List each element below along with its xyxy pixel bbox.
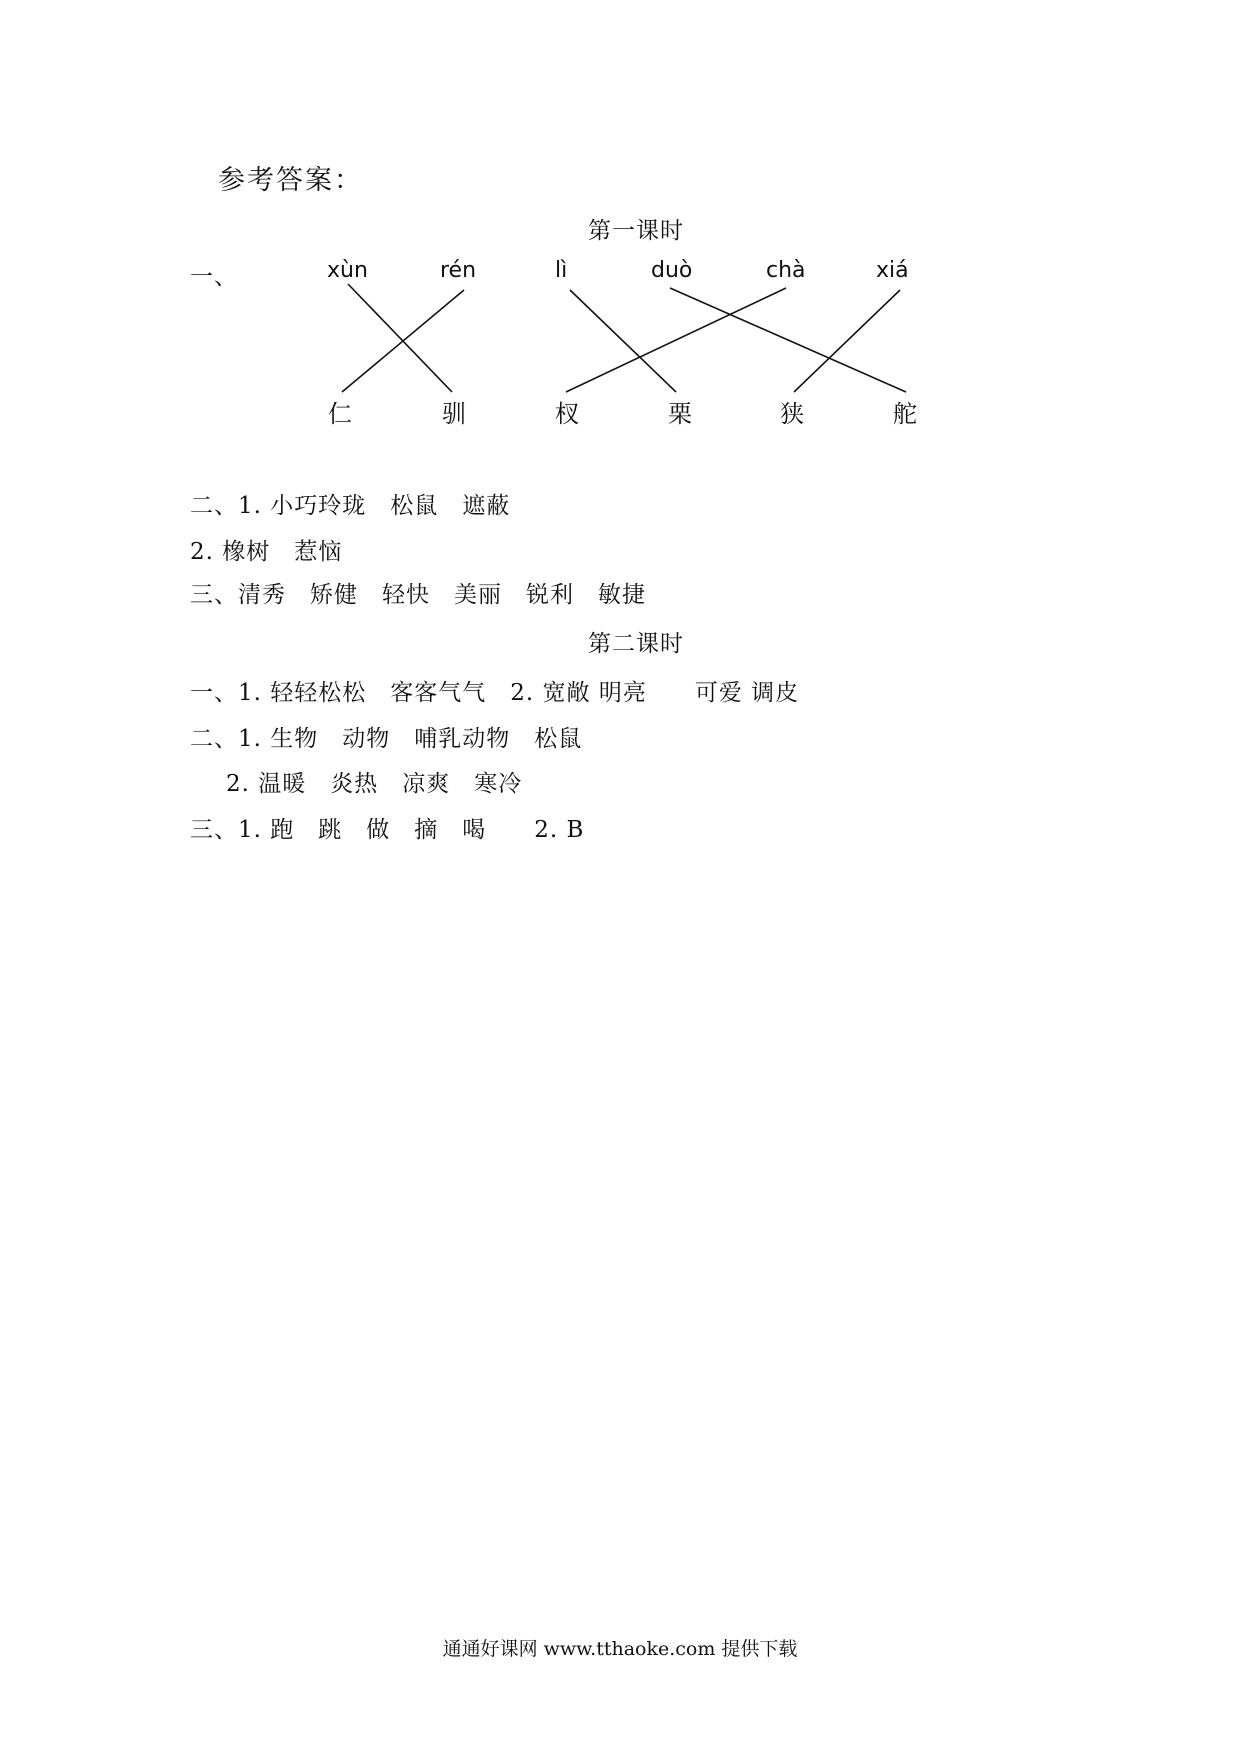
pinyin-li: lì xyxy=(555,258,568,283)
char-xia: 狭 xyxy=(780,400,804,428)
pinyin-xun: xùn xyxy=(327,258,368,283)
match-line-xia xyxy=(794,290,900,392)
pinyin-ren: rén xyxy=(440,258,477,283)
match-line-ren xyxy=(342,290,464,392)
pinyin-cha: chà xyxy=(766,258,806,283)
pinyin-xia: xiá xyxy=(876,258,909,283)
lesson1-heading: 第一课时 xyxy=(588,218,684,244)
pinyin-duo: duò xyxy=(651,258,693,283)
char-xun: 驯 xyxy=(442,400,466,428)
char-li: 栗 xyxy=(668,400,692,428)
char-duo: 舵 xyxy=(893,400,917,428)
lesson2-q3-line1: 三、1. 跑 跳 做 摘 喝 2. B xyxy=(190,817,585,843)
char-ren: 仁 xyxy=(328,400,352,428)
lesson2-q2-line2: 2. 温暖 炎热 凉爽 寒冷 xyxy=(226,771,523,797)
lesson2-q2-line1: 二、1. 生物 动物 哺乳动物 松鼠 xyxy=(190,726,583,752)
lesson1-q3-line1: 三、清秀 矫健 轻快 美丽 锐利 敏捷 xyxy=(190,582,646,608)
lesson2-heading: 第二课时 xyxy=(588,631,684,657)
match-line-li xyxy=(570,290,676,392)
lesson1-q1-label: 一、 xyxy=(190,264,238,290)
lesson1-q2-line2: 2. 橡树 惹恼 xyxy=(190,539,343,565)
match-line-duo xyxy=(670,288,906,392)
match-line-cha xyxy=(566,288,786,392)
lesson1-q2-line1: 二、1. 小巧玲珑 松鼠 遮蔽 xyxy=(190,493,511,519)
char-cha: 杈 xyxy=(555,400,579,428)
lesson2-q1-line1: 一、1. 轻轻松松 客客气气 2. 宽敞 明亮 可爱 调皮 xyxy=(190,680,800,706)
matching-lines xyxy=(0,0,1240,460)
page-title: 参考答案： xyxy=(218,165,363,196)
match-line-xun xyxy=(348,284,452,392)
footer-credit: 通通好课网 www.tthaoke.com 提供下载 xyxy=(442,1638,798,1660)
